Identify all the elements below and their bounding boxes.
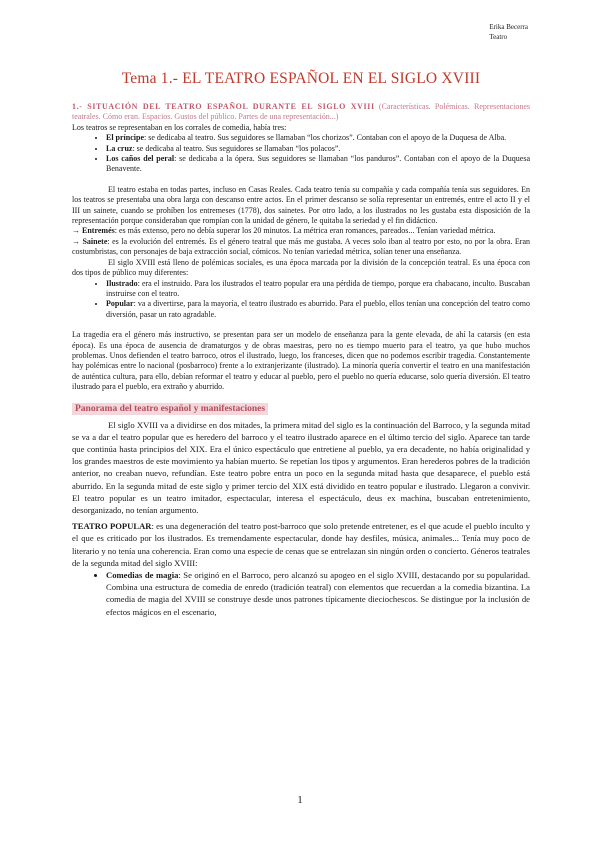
section1-subheading: (Características. Polémicas. Representaciones teatrales. Cómo eran. Espacios. Gustos del público. Partes de una representación...)	[72, 102, 531, 122]
term: Entremés	[82, 226, 115, 236]
entremes-note	[72, 226, 530, 236]
genres-list	[72, 569, 530, 618]
bullet-term: Ilustrado	[106, 278, 138, 288]
bullet-term: Popular	[106, 299, 134, 309]
subject-name: Teatro	[489, 33, 508, 41]
section1-intro: Los teatros se representaban en los corrales de comedia, había tres:	[72, 122, 287, 132]
document-title: Tema 1.- EL TEATRO ESPAÑOL EN EL SIGLO XVIII	[121, 70, 481, 87]
teatro-popular-paragraph	[72, 520, 530, 569]
term-text: : es la evolución del entremés. Es el género teatral que más me gustaba. A veces solo iban al teatro por esto, no por la obra. Eran costumbristas, con personajes de baja extracción social, cómicos. No tenían variedad métrica, solían tener una enseñanza.	[72, 236, 530, 257]
term: TEATRO POPULAR	[72, 521, 152, 532]
bullet-term: La cruz	[106, 143, 133, 153]
list-item	[106, 154, 530, 175]
bullet-term: Comedias de magia	[106, 570, 179, 580]
bullet-text: : se dedicaba al teatro. Sus seguidores se llamaban “los polacos”.	[132, 143, 341, 153]
bullet-text: : se dedicaba a la ópera. Sus seguidores se llamaban “los panduros”. Contaban con el apoyo de la Duquesa Benavente.	[106, 154, 531, 174]
term-text: : es una degeneración del teatro post-barroco que solo pretende entretener, es el que acude el pueblo inculto y el que es criticado por los ilustrados. Es tremendamente espectacular, donde hay desfiles, música, animales... Tenía muy poco de literario y no tenía una coherencia. Eran como una especie de cenas que se entrelazan sin ningún orden o concierto. Géneros teatrales de la segunda mitad del siglo XVIII:	[72, 521, 530, 568]
bullet-text: : va a divertirse, para la mayoría, el teatro ilustrado es aburrido. Para el pueblo, ellos tenían una concepción del teatro como diversión, pasar un rato agradable.	[106, 299, 530, 319]
list-item	[106, 279, 530, 300]
arrow-icon: →	[72, 226, 82, 236]
audience-list	[72, 279, 530, 321]
author-name: Erika Becerra	[489, 23, 528, 31]
paragraph: El siglo XVIII va a dividirse en dos mitades, la primera mitad del siglo es la continuación del Barroco, y la segunda mitad se va a dar el teatro popular que es heredero del barroco y el teatro ilustrado aparece en el último tercio del siglo. Aparece tan tarde que continúa hasta principios del XIX. Era el único espectáculo que entretiene al pueblo, ya era decadente, no había originalidad y los grandes maestros de este movimiento ya habían muerto. Se repetían los tipos y argumentos. Eran herederos pobres de la tradición anterior, no creaban nuevo, refundían. Este teatro pobre entra un poco en la segunda mitad hasta que desaparece, el pueblo está aburrido. En la segunda mitad de este siglo y primer tercio del XIX está dividido en teatro popular e ilustrado. Llegaron a convivir. El teatro popular es un teatro imitador, espectacular, interesa el espectáculo, deus ex machina, buscaban entretenimiento, desorganizado, no tenían argumento.	[72, 419, 530, 515]
list-item	[106, 569, 530, 618]
section1-heading	[72, 102, 530, 123]
arrow-icon: →	[72, 236, 83, 246]
document-page	[72, 70, 530, 618]
paragraph: El teatro estaba en todas partes, incluso en Casas Reales. Cada teatro tenía su compañía y cada compañía tenía sus seguidores. En los teatros se presentaba una obra larga con descanso entre actos. En el primer descanso se solía representar un entremés, entre el acto II y el III un sainete, cuando se prohíben los entremeses (1778), dos sainetes. Por otro lado, a los ilustrados no les gustaba esta disposición de la representación porque consideraban que rompían con la unidad de género, le quitaba la seriedad y el fin didáctico.	[72, 184, 530, 226]
paragraph: El siglo XVIII está lleno de polémicas sociales, es una época marcada por la división de la concepción teatral. Es una época con dos tipos de público muy diferentes:	[72, 257, 530, 278]
section2-heading: Panorama del teatro español y manifestaciones	[72, 403, 268, 415]
theaters-list	[72, 133, 530, 175]
list-item	[106, 133, 530, 143]
document-header-meta	[489, 22, 528, 42]
section2-body	[72, 419, 530, 618]
bullet-text: : se dedicaba al teatro. Sus seguidores se llamaban “los chorizos”. Contaban con el apoyo de la Duquesa de Alba.	[144, 133, 507, 143]
page-number: 1	[297, 794, 303, 806]
term: Sainete	[82, 236, 108, 246]
list-item	[106, 299, 530, 320]
bullet-term: Los caños del peral	[106, 154, 175, 164]
bullet-term: El príncipe	[106, 133, 145, 143]
section1-heading-text: 1.- SITUACIÓN DEL TEATRO ESPAÑOL DURANTE EL SIGLO XVIII	[72, 102, 375, 111]
bullet-text: : era el instruido. Para los ilustrados el teatro popular era una pérdida de tiempo, porque era chabacano, inculto. Buscaban instruirse con el teatro.	[106, 278, 530, 298]
sainete-note	[72, 237, 530, 258]
term-text: : es más extenso, pero no debía superar los 20 minutos. La métrica eran romances, pareados... Tenían variedad métrica.	[114, 226, 496, 236]
paragraph: La tragedia era el género más instructivo, se presentan para ser un modelo de enseñanza para la gente elevada, de ahí la catarsis (en esta época). Es una época de ausencia de dramaturgos y de obras maestras, pero no es tiempo muerto para el teatro, ya que hubo muchos problemas. Unos defienden el teatro barroco, otros el ilustrado, luego, los franceses, dicen que no podemos escribir tragedia. Constantemente hay polémicas entre lo nacional (posbarroco) frente a lo extranjerizante (ilustrado). La minoría quería convertir el teatro en una manifestación de auténtica cultura, para ello, debían reformar el teatro y educar al pueblo, pero el pueblo no quería educarse, solo quería diversión. El teatro ilustrado para el pueblo, era extraño y aburrido.	[72, 330, 530, 392]
bullet-text: : Se originó en el Barroco, pero alcanzó su apogeo en el siglo XVIII, destacando por su popularidad. Combina una estructura de comedia de enredo (tradición teatral) con elementos que recuerdan a la comedia bizantina. La comedia de magia del XVIII se construye desde unos patrones típicamente dieciochescos. Se distingue por la inclusión de efectos mágicos en el escenario,	[106, 570, 530, 617]
list-item	[106, 144, 530, 154]
